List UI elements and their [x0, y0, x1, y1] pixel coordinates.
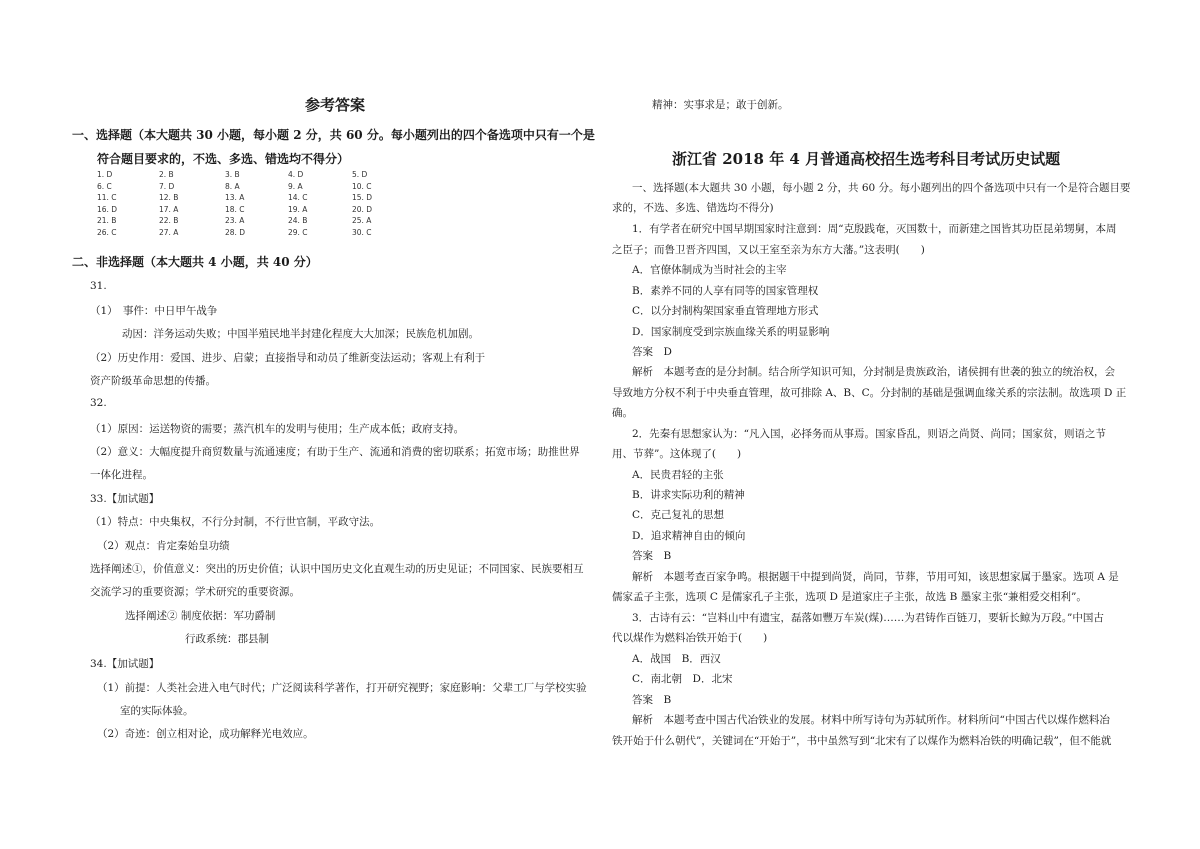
- q34-1-premise: （1）前提：人类社会进入电气时代；广泛阅读科学著作，打开研究视野；家庭影响：父辈工厂与学校实验: [97, 682, 587, 694]
- q2-answer: 答案 B: [632, 550, 672, 562]
- q2-stem: 2．先秦有思想家认为：“凡入国，必择务而从事焉。国家昏乱，则语之尚贤、尚同；国家贫，则语之节: [632, 428, 1107, 440]
- answer-cell: 24. B: [288, 216, 308, 226]
- section1-heading-cont: 符合题目要求的，不选、多选、错选均不得分）: [97, 152, 350, 166]
- q3-explain: 解析 本题考查中国古代冶铁业的发展。材料中所写诗句为苏轼所作。材料所问“中国古代以煤作燃料冶: [632, 714, 1110, 726]
- q1-explain: 解析 本题考查的是分封制。结合所学知识可知，分封制是贵族政治，诸侯拥有世袭的独立的统治权，会: [632, 366, 1115, 378]
- q34-label: 34.【加试题】: [90, 658, 160, 670]
- q31-label: 31.: [90, 280, 107, 292]
- q1-explain-end: 确。: [612, 407, 633, 419]
- q31-1-event: （1） 事件：中日甲午战争: [90, 305, 218, 317]
- answer-cell: 30. C: [352, 228, 372, 237]
- answer-cell: 9. A: [288, 181, 303, 191]
- answer-cell: 25. A: [352, 216, 372, 226]
- answer-cell: 6. C: [97, 181, 112, 191]
- answer-cell: 11. C: [97, 193, 117, 203]
- answer-cell: 19. A: [288, 204, 308, 214]
- answer-cell: 4. D: [288, 170, 304, 179]
- section1-heading: 一、选择题（本大题共 30 小题，每小题 2 分，共 60 分。每小题列出的四个备选项中只有一个是: [72, 128, 595, 142]
- intro-line-cont: 求的，不选、多选、错选均不得分): [612, 202, 774, 214]
- answer-cell: 26. C: [97, 228, 117, 237]
- q3-stem: 3．古诗有云：“岂料山中有遗宝，磊落如豐万车炭(煤)……为君铸作百链刀，要斩长鲸为万段。”中国古: [632, 612, 1104, 624]
- q33-5-admin: 行政系统：郡县制: [185, 633, 269, 645]
- answer-cell: 2. B: [159, 170, 174, 179]
- q2-option-a: A．民贵君轻的主张: [632, 469, 724, 481]
- answer-cell: 22. B: [159, 216, 179, 226]
- q33-2-view: （2）观点：肯定秦始皇功绩: [97, 540, 230, 552]
- q33-3-value: 选择阐述①，价值意义：突出的历史价值；认识中国历史文化直观生动的历史见证；不同国家、民族要相互: [90, 563, 584, 575]
- q33-3-value-cont: 交流学习的重要资源；学术研究的重要资源。: [90, 586, 300, 598]
- answer-cell: 29. C: [288, 228, 308, 237]
- q2-explain-cont: 儒家孟子主张，选项 C 是儒家孔子主张，选项 D 是道家庄子主张，故选 B 墨家主张“兼相爱交相利”。: [612, 591, 1087, 603]
- q1-stem: 1．有学者在研究中国早期国家时注意到：周“克殷践奄，灭国数十，而新建之国皆其功臣昆弟甥舅，本周: [632, 223, 1117, 235]
- q33-4-system: 选择阐述② 制度依据：军功爵制: [125, 610, 276, 622]
- intro-line: 一、选择题(本大题共 30 小题，每小题 2 分，共 60 分。每小题列出的四个备选项中只有一个是符合题目要: [632, 182, 1131, 194]
- q33-label: 33.【加试题】: [90, 493, 160, 505]
- answer-cell: 14. C: [288, 193, 308, 203]
- answer-cell: 28. D: [225, 228, 246, 237]
- q2-option-c: C．克己复礼的思想: [632, 509, 725, 521]
- q33-1-features: （1）特点：中央集权，不行分封制，不行世官制，平政守法。: [90, 516, 381, 528]
- q31-2-role: （2）历史作用：爱国、进步、启蒙；直接指导和动员了维新变法运动；客观上有利于: [90, 352, 486, 364]
- q2-option-d: D．追求精神自由的倾向: [632, 530, 746, 542]
- q3-explain-cont: 铁开始于什么朝代”，关键词在“开始于”，书中虽然写到“北宋有了以煤作为燃料冶铁的明确记载”，但不能就: [612, 735, 1112, 747]
- q3-stem-cont: 代以煤作为燃料冶铁开始于( ): [612, 632, 768, 644]
- q3-options-cd: C．南北朝 D．北宋: [632, 673, 733, 685]
- answer-cell: 5. D: [352, 170, 368, 179]
- answer-cell: 16. D: [97, 204, 118, 214]
- answer-cell: 27. A: [159, 228, 179, 237]
- q31-1-motive: 动因：洋务运动失败；中国半殖民地半封建化程度大大加深；民族危机加剧。: [122, 328, 479, 340]
- q32-2-significance: （2）意义：大幅度提升商贸数量与流通速度；有助于生产、流通和消费的密切联系；拓宽市场；助推世界: [90, 446, 580, 458]
- continued-line: 精神：实事求是；敢于创新。: [652, 99, 789, 111]
- q2-option-b: B．讲求实际功利的精神: [632, 489, 745, 501]
- q34-2-miracle: （2）奇迹：创立相对论，成功解释光电效应。: [97, 728, 314, 740]
- q1-option-c: C．以分封制构架国家垂直管理地方形式: [632, 305, 819, 317]
- answer-cell: 7. D: [159, 181, 175, 191]
- q3-answer: 答案 B: [632, 694, 672, 706]
- answer-cell: 15. D: [352, 193, 373, 203]
- q31-2-role-cont: 资产阶级革命思想的传播。: [90, 375, 216, 387]
- answer-cell: 12. B: [159, 193, 179, 203]
- right-column: [600, 0, 1200, 849]
- q1-option-b: B．素养不同的人享有同等的国家管理权: [632, 285, 819, 297]
- q2-explain: 解析 本题考查百家争鸣。根据题干中提到尚贤，尚同，节葬，节用可知，该思想家属于墨家。选项 A 是: [632, 571, 1119, 583]
- exam-title: 浙江省 2018 年 4 月普通高校招生选考科目考试历史试题: [672, 150, 1061, 168]
- answer-cell: 3. B: [225, 170, 240, 179]
- q32-2-significance-cont: 一体化进程。: [90, 469, 153, 481]
- q32-1-reason: （1）原因：运送物资的需要；蒸汽机车的发明与使用；生产成本低；政府支持。: [90, 423, 465, 435]
- answer-cell: 20. D: [352, 204, 373, 214]
- q1-explain-cont: 导致地方分权不利于中央垂直管理，故可排除 A、B、C。分封制的基础是强调血缘关系的宗法制。故选项 D 正: [612, 387, 1127, 399]
- answer-cell: 18. C: [225, 204, 245, 214]
- q1-option-a: A．官僚体制成为当时社会的主宰: [632, 264, 787, 276]
- page-title: 参考答案: [305, 96, 366, 114]
- answer-cell: 23. A: [225, 216, 245, 226]
- q1-stem-cont: 之臣子；而鲁卫晋齐四国，又以王室至亲为东方大藩。”这表明( ): [612, 244, 925, 256]
- section2-heading: 二、非选择题（本大题共 4 小题，共 40 分）: [72, 255, 318, 269]
- q1-option-d: D．国家制度受到宗族血缘关系的明显影响: [632, 326, 830, 338]
- q34-1-premise-cont: 室的实际体验。: [120, 705, 194, 717]
- q32-label: 32.: [90, 397, 107, 409]
- answer-cell: 17. A: [159, 204, 179, 214]
- q3-options-ab: A．战国 B．西汉: [632, 653, 721, 665]
- answer-cell: 10. C: [352, 181, 372, 191]
- answer-cell: 13. A: [225, 193, 245, 203]
- answer-cell: 21. B: [97, 216, 117, 226]
- q1-answer: 答案 D: [632, 346, 672, 358]
- answer-cell: 1. D: [97, 170, 113, 179]
- answer-cell: 8. A: [225, 181, 240, 191]
- q2-stem-cont: 用、节葬”。这体现了( ): [612, 448, 742, 460]
